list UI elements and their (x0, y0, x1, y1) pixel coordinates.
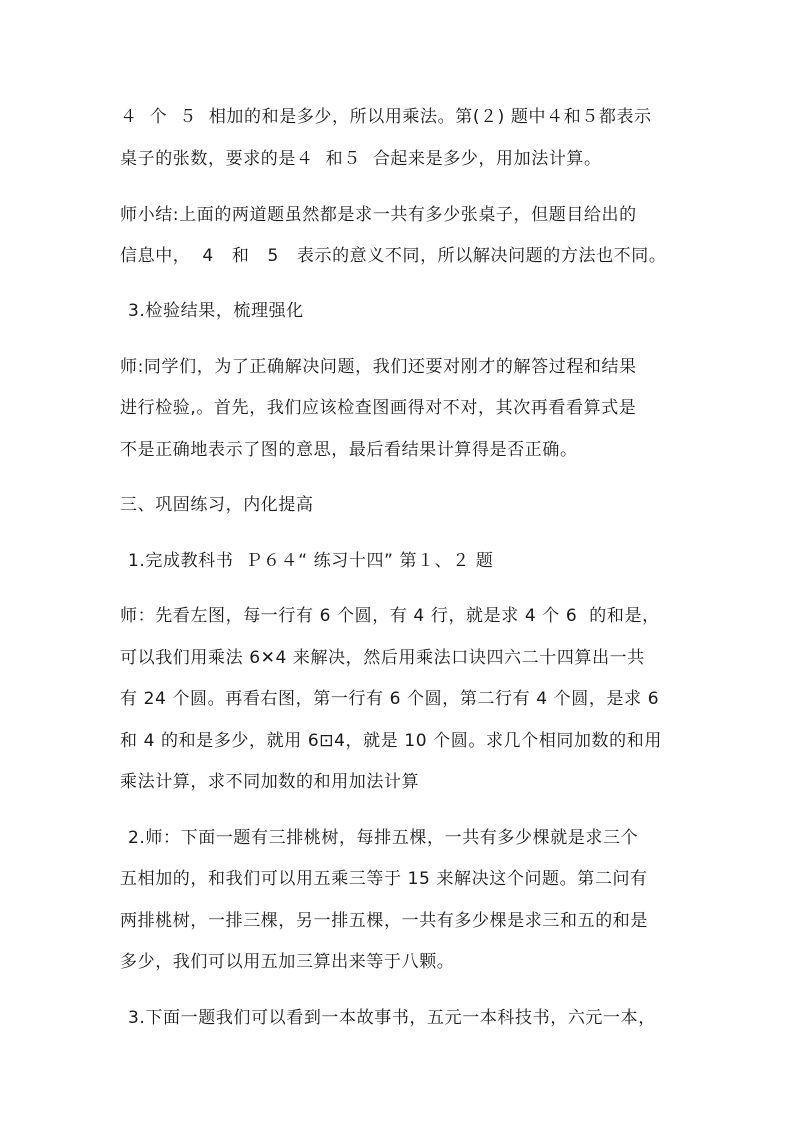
text-line: 和 4 的和是多少，就用 6⊡4，就是 10 个圆。求几个相同加数的和用 (120, 731, 662, 751)
section-heading: 三、巩固练习，内化提高 (120, 495, 314, 515)
text-line: 师：先看左图，每一行有 6 个圆，有 4 行，就是求 4 个 6 的和是， (120, 606, 660, 626)
text-line: 两排桃树，一排三棵，另一排五棵，一共有多少棵是求三和五的和是 (120, 911, 648, 931)
text-line: 师:同学们，为了正确解决问题，我们还要对刚才的解答过程和结果 (120, 357, 637, 377)
section-heading: 1.完成教科书 Ｐ６４“ 练习十四” 第１、２ 题 (122, 551, 494, 571)
text-line: 桌子的张数，要求的是４ 和５ 合起来是多少，用加法计算。 (120, 149, 602, 169)
text-line: 师小结:上面的两道题虽然都是求一共有多少张桌子，但题目给出的 (120, 205, 637, 225)
text-line: 进行检验,。首先，我们应该检查图画得对不对，其次再看看算式是 (120, 398, 637, 418)
text-line: 信息中， 4 和 5 表示的意义不同，所以解决问题的方法也不同。 (120, 246, 667, 266)
text-line: 3.下面一题我们可以看到一本故事书，五元一本科技书，六元一本， (122, 1008, 656, 1028)
text-line: 可以我们用乘法 6✕4 来解决，然后用乘法口诀四六二十四算出一共 (120, 648, 645, 668)
text-line: 不是正确地表示了图的意思，最后看结果计算得是否正确。 (120, 440, 578, 460)
text-line: 有 24 个圆。再看右图，第一行有 6 个圆，第二行有 4 个圆，是求 6 (120, 689, 660, 709)
section-heading: 3.检验结果，梳理强化 (122, 301, 304, 321)
text-line: 2.师：下面一题有三排桃树，每排五棵，一共有多少棵就是求三个 (122, 828, 639, 848)
text-line: 多少，我们可以用五加三算出来等于八颗。 (120, 952, 455, 972)
text-line: 乘法计算，求不同加数的和用加法计算 (120, 772, 420, 792)
text-line: 五相加的，和我们可以用五乘三等于 15 来解决这个问题。第二问有 (120, 869, 648, 889)
text-line: ４ 个 ５ 相加的和是多少，所以用乘法。第(２) 题中４和５都表示 (120, 107, 652, 127)
